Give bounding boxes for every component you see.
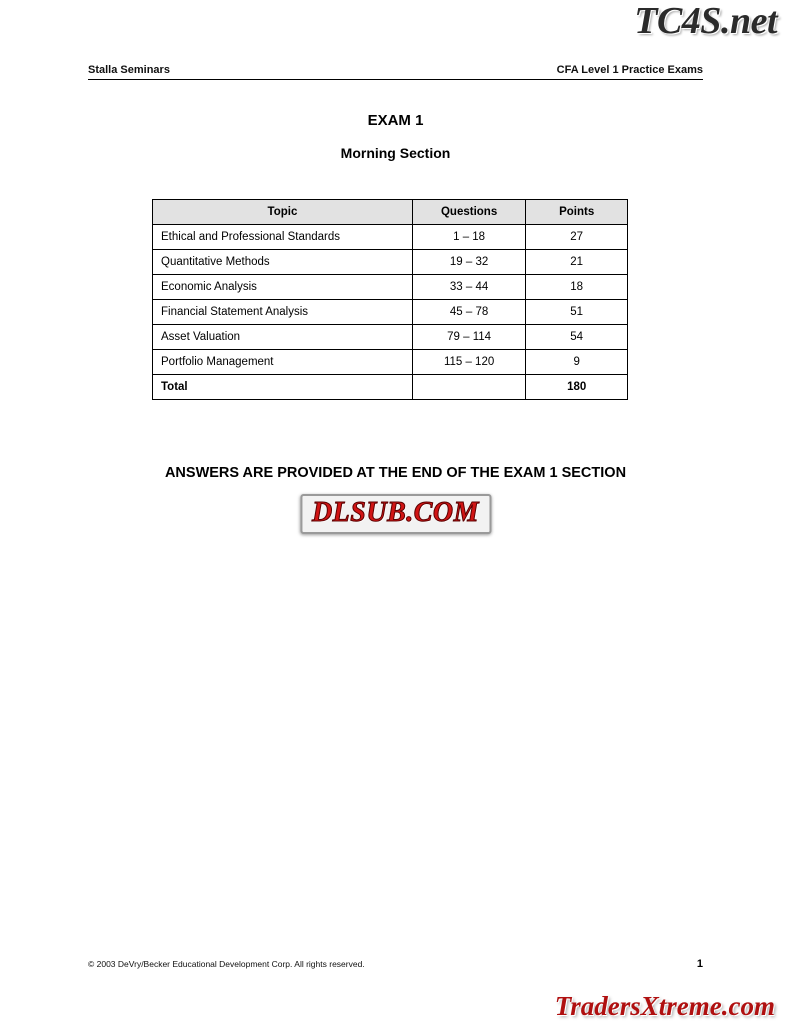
- cell-questions: 115 – 120: [412, 350, 525, 375]
- cell-topic: Portfolio Management: [153, 350, 413, 375]
- cell-total-label: Total: [153, 375, 413, 400]
- cell-topic: Asset Valuation: [153, 325, 413, 350]
- watermark-bottom-right: TradersXtreme.com: [554, 991, 775, 1021]
- table-total-row: [153, 375, 628, 400]
- column-header-points: Points: [526, 200, 628, 225]
- cell-questions: 79 – 114: [412, 325, 525, 350]
- column-header-topic: Topic: [153, 200, 413, 225]
- cell-topic: Financial Statement Analysis: [153, 300, 413, 325]
- cell-points: 54: [526, 325, 628, 350]
- cell-points: 51: [526, 300, 628, 325]
- table-row: [153, 250, 628, 275]
- table-row: [153, 300, 628, 325]
- table-row: [153, 225, 628, 250]
- header-publisher: Stalla Seminars: [88, 64, 170, 76]
- cell-topic: Ethical and Professional Standards: [153, 225, 413, 250]
- section-subtitle: Morning Section: [340, 145, 451, 161]
- table-row: [153, 275, 628, 300]
- cell-points: 18: [526, 275, 628, 300]
- cell-points: 9: [526, 350, 628, 375]
- header-document-title: CFA Level 1 Practice Exams: [556, 64, 703, 76]
- cell-questions: 45 – 78: [412, 300, 525, 325]
- cell-questions: 1 – 18: [412, 225, 525, 250]
- table-row: [153, 350, 628, 375]
- watermark-center: [300, 494, 491, 534]
- cell-topic: Quantitative Methods: [153, 250, 413, 275]
- column-header-questions: Questions: [412, 200, 525, 225]
- document-header: [88, 64, 703, 80]
- exam-topic-table: [152, 199, 628, 400]
- cell-total-points: 180: [526, 375, 628, 400]
- footer-page-number: 1: [696, 958, 703, 970]
- answers-notice: ANSWERS ARE PROVIDED AT THE END OF THE EXAM 1 SECTION: [164, 465, 627, 481]
- table-header-row: [153, 200, 628, 225]
- document-footer: [88, 958, 703, 970]
- watermark-top-right: TC4S.net: [634, 0, 777, 42]
- watermark-center-text: DLSUB.COM: [311, 497, 480, 528]
- cell-total-questions: [412, 375, 525, 400]
- cell-questions: 33 – 44: [412, 275, 525, 300]
- cell-questions: 19 – 32: [412, 250, 525, 275]
- cell-topic: Economic Analysis: [153, 275, 413, 300]
- cell-points: 21: [526, 250, 628, 275]
- table-row: [153, 325, 628, 350]
- cell-points: 27: [526, 225, 628, 250]
- footer-copyright: © 2003 DeVry/Becker Educational Development Corp. All rights reserved.: [88, 959, 365, 969]
- page-title: EXAM 1: [367, 112, 424, 129]
